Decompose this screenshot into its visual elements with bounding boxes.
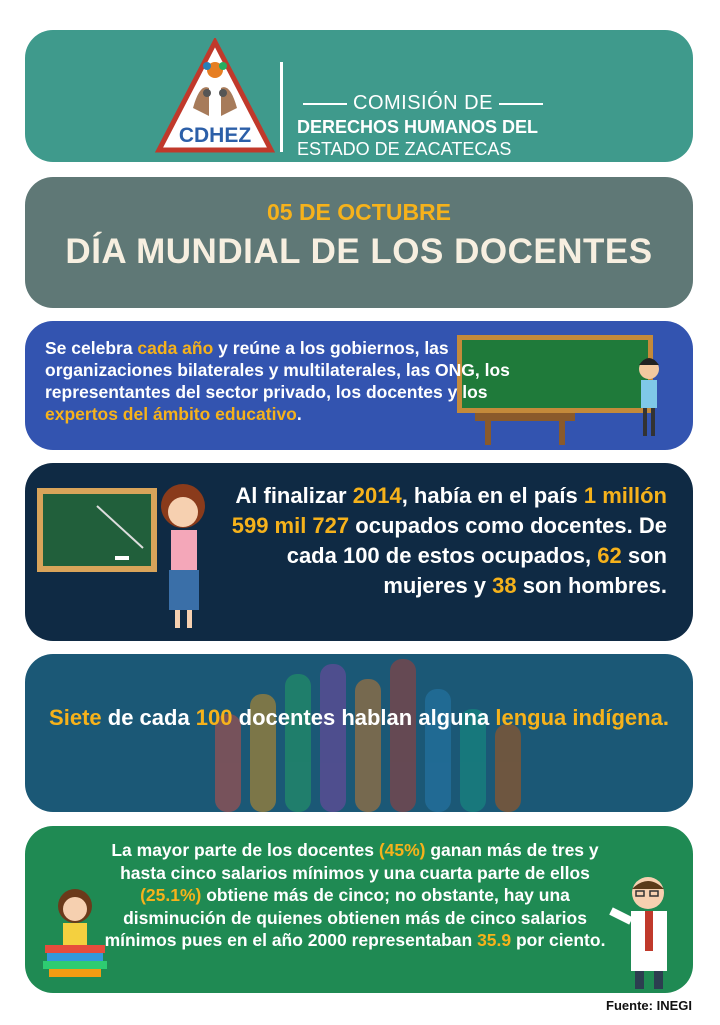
text-segment: son hombres. <box>516 573 667 598</box>
text-segment: por ciento. <box>511 930 606 950</box>
indigenous-language-paragraph <box>25 704 693 732</box>
teacher-pointing-illustration <box>35 478 225 633</box>
highlight-text: 38 <box>492 573 517 598</box>
text-segment: La mayor parte de los docentes <box>111 840 379 860</box>
text-segment: Al finalizar <box>235 483 353 508</box>
text-segment: , había en el país <box>401 483 584 508</box>
source-credit: Fuente: INEGI <box>606 998 692 1013</box>
text-segment: Se celebra <box>45 338 138 358</box>
org-line-2: DERECHOS HUMANOS DEL <box>297 117 539 137</box>
cdhez-logo <box>155 38 275 154</box>
event-date: 05 DE OCTUBRE <box>266 199 452 225</box>
text-segment: de cada <box>101 705 196 730</box>
celebration-paragraph <box>45 337 525 425</box>
info-panel-salaries <box>25 826 693 993</box>
page-title: DÍA MUNDIAL DE LOS DOCENTES <box>65 232 653 271</box>
text-segment: ocupados como docentes. De cada 100 de estos ocupados, <box>286 513 667 568</box>
text-segment: y reúne a los gobiernos, las organizaciones bilaterales y multilaterales, las ONG, los representantes del sector privado, los docentes y los <box>45 338 510 402</box>
info-panel-indigenous <box>25 654 693 812</box>
highlight-text: expertos del ámbito educativo <box>45 404 297 424</box>
highlight-text: 2014 <box>352 483 402 508</box>
highlight-text: lengua indígena. <box>495 705 669 730</box>
header-divider <box>280 62 283 152</box>
text-segment: docentes hablan alguna <box>232 705 496 730</box>
highlight-text: (25.1%) <box>140 885 202 905</box>
highlight-text: 62 <box>597 543 622 568</box>
highlight-text: 35.9 <box>477 930 512 950</box>
doctor-teacher-illustration <box>603 871 688 991</box>
highlight-text: (45%) <box>378 840 426 860</box>
highlight-text: Siete <box>49 705 102 730</box>
org-line-3: ESTADO DE ZACATECAS <box>297 139 512 159</box>
organization-name <box>297 92 549 160</box>
salaries-paragraph <box>95 839 615 952</box>
statistics-paragraph <box>217 481 667 601</box>
title-banner <box>25 177 693 308</box>
header-banner <box>25 30 693 162</box>
text-segment: obtiene más de cinco; no obstante, hay una disminución de quienes obtienen más de cinco salarios mínimos pues en el año 2000 representaban <box>104 885 587 950</box>
highlight-text: 100 <box>195 705 233 730</box>
info-panel-celebration <box>25 321 693 450</box>
highlight-text: 1 millón 599 mil 727 <box>231 483 667 538</box>
raised-hands-illustration <box>195 654 535 812</box>
logo-text: CDHEZ <box>178 124 252 147</box>
text-segment: . <box>296 404 302 424</box>
org-line-1: COMISIÓN DE <box>353 92 493 114</box>
highlight-text: cada año <box>137 338 214 358</box>
text-segment: ganan más de tres y hasta cinco salarios mínimos y una cuarta parte de ellos <box>120 840 599 883</box>
info-panel-statistics <box>25 463 693 641</box>
text-segment: son mujeres y <box>383 543 667 598</box>
